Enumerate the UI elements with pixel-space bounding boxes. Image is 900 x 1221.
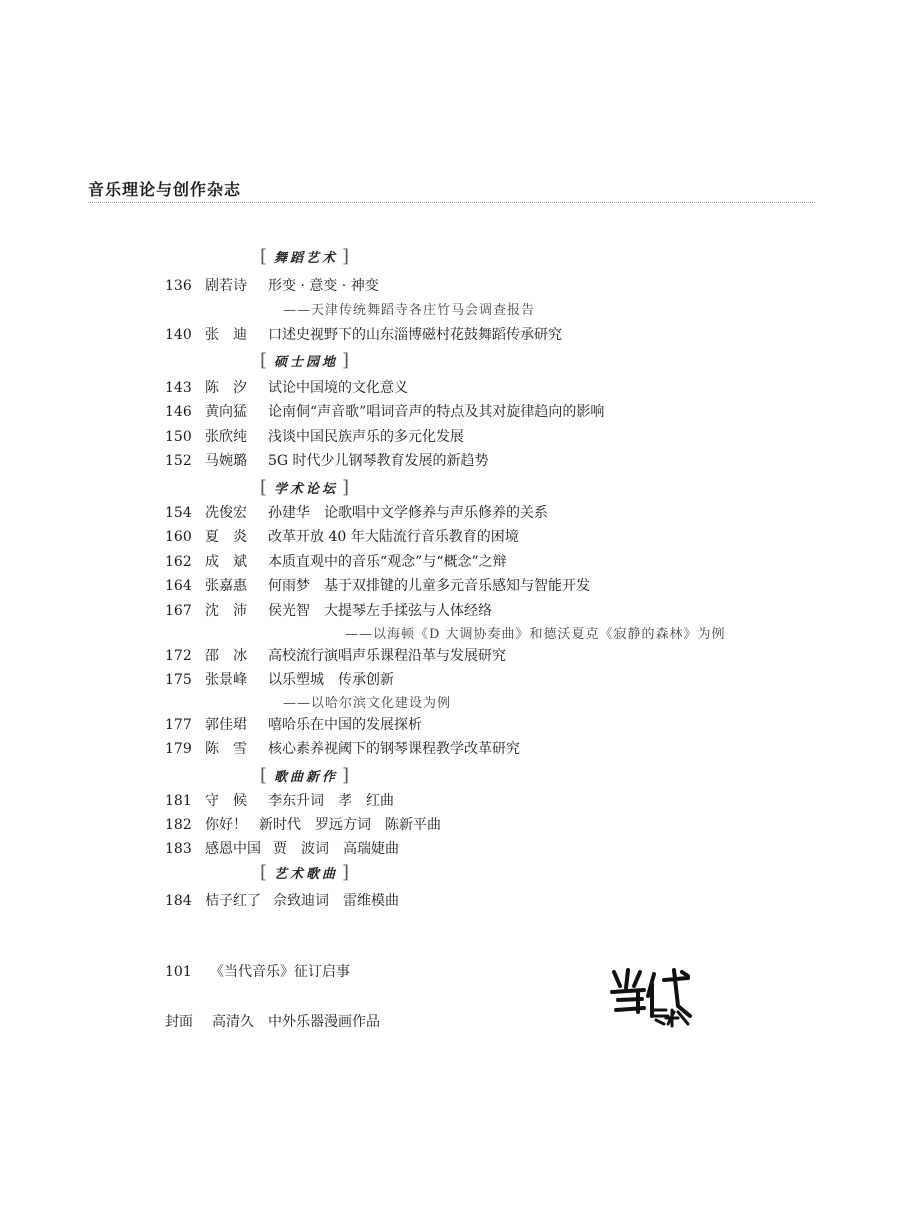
entry-title: 佘致迪词 雷维模曲 (273, 893, 399, 909)
entry-title: 高校流行演唱声乐课程沿革与发展研究 (268, 648, 506, 664)
entry-title: 改革开放 40 年大陆流行音乐教育的困境 (268, 529, 519, 545)
toc-entry[interactable] (0, 452, 900, 472)
toc-entry[interactable] (0, 428, 900, 448)
journal-logo (608, 966, 698, 1030)
entry-title: 论南侗“声音歌”唱词音声的特点及其对旋律趋向的影响 (268, 404, 605, 420)
entry-author: 张景峰 (205, 672, 247, 688)
entry-author: 陈 雪 (205, 741, 247, 757)
notice-title: 《当代音乐》征订启事 (210, 964, 350, 980)
section-heading (260, 477, 352, 498)
entry-author: 马婉璐 (205, 453, 247, 469)
entry-title: 口述史视野下的山东淄博磁村花鼓舞蹈传承研究 (268, 327, 562, 343)
page-number: 146 (165, 404, 192, 420)
entry-title: 5G 时代少儿钢琴教育发展的新趋势 (268, 453, 489, 469)
entry-author: 邵 冰 (205, 648, 247, 664)
entry-author: 沈 沛 (205, 603, 247, 619)
page-number: 179 (165, 741, 192, 757)
entry-title: 贾 波词 高瑞婕曲 (273, 841, 399, 857)
entry-title: 试论中国境的文化意义 (268, 380, 408, 396)
entry-author: 黄向猛 (205, 404, 247, 420)
entry-title: 孙建华 论歌唱中文学修养与声乐修养的关系 (268, 505, 548, 521)
entry-author: 冼俊宏 (205, 505, 247, 521)
bracket-right: ] (342, 862, 353, 883)
page-number: 181 (165, 793, 192, 809)
toc-entry[interactable] (0, 602, 900, 622)
page-number: 184 (165, 893, 192, 909)
page-number: 172 (165, 648, 192, 664)
entry-author: 张欣纯 (205, 429, 247, 445)
toc-entry[interactable] (0, 716, 900, 736)
entry-title: 何雨梦 基于双排键的儿童多元音乐感知与智能开发 (268, 578, 590, 594)
toc-entry[interactable] (0, 671, 900, 691)
toc-entry[interactable] (0, 326, 900, 346)
toc-entry[interactable] (0, 892, 900, 912)
entry-title: 侯光智 大提琴左手揉弦与人体经络 (268, 603, 492, 619)
toc-entry[interactable] (0, 504, 900, 524)
entry-author: 感恩中国 (205, 841, 261, 857)
bracket-right: ] (342, 765, 353, 786)
section-name: 硕士园地 (274, 355, 339, 370)
bracket-left: [ (260, 765, 271, 786)
toc-entry[interactable] (0, 403, 900, 423)
section-heading (260, 350, 352, 371)
section-name: 艺术歌曲 (274, 867, 339, 882)
page-number: 136 (165, 278, 192, 294)
bracket-left: [ (260, 246, 271, 267)
section-name: 舞蹈艺术 (274, 251, 339, 266)
page-number: 140 (165, 327, 192, 343)
section-name: 歌曲新作 (274, 770, 339, 785)
section-name: 学术论坛 (274, 482, 339, 497)
entry-title: 嘻哈乐在中国的发展探析 (268, 717, 422, 733)
entry-author: 张 迪 (205, 327, 247, 343)
entry-title: 浅谈中国民族声乐的多元化发展 (268, 429, 464, 445)
page-number: 150 (165, 429, 192, 445)
entry-author: 剧若诗 (205, 278, 247, 294)
entry-author: 桔子红了 (205, 893, 261, 909)
entry-title: 新时代 罗远方词 陈新平曲 (259, 817, 441, 833)
toc-entry[interactable] (0, 277, 900, 297)
toc-entry[interactable] (0, 840, 900, 860)
entry-subtitle: ——以海顿《D 大调协奏曲》和德沃夏克《寂静的森林》为例 (345, 627, 726, 642)
toc-entry[interactable] (0, 792, 900, 812)
section-heading (260, 862, 352, 883)
page-number: 167 (165, 603, 192, 619)
section-heading (260, 765, 352, 786)
toc-entry[interactable] (0, 553, 900, 573)
page-number: 160 (165, 529, 192, 545)
page-number: 182 (165, 817, 192, 833)
toc-entry[interactable] (0, 528, 900, 548)
toc-entry[interactable] (0, 647, 900, 667)
page-number: 175 (165, 672, 192, 688)
entry-author: 守 候 (205, 793, 247, 809)
page-number: 177 (165, 717, 192, 733)
bracket-right: ] (342, 477, 353, 498)
entry-subtitle: ——天津传统舞蹈寺各庄竹马会调查报告 (283, 303, 536, 318)
cover-label: 封面 (165, 1014, 193, 1030)
entry-title: 本质直观中的音乐“观念”与“概念”之辩 (268, 554, 507, 570)
page-number: 152 (165, 453, 192, 469)
bracket-left: [ (260, 477, 271, 498)
entry-author: 夏 炎 (205, 529, 247, 545)
entry-title: 以乐塑城 传承创新 (268, 672, 394, 688)
bracket-left: [ (260, 350, 271, 371)
entry-author: 张嘉惠 (205, 578, 247, 594)
entry-author: 陈 汐 (205, 380, 247, 396)
section-heading (260, 246, 352, 267)
bracket-right: ] (342, 350, 353, 371)
bracket-left: [ (260, 862, 271, 883)
entry-title: 李东升词 孝 红曲 (268, 793, 394, 809)
toc-entry[interactable] (0, 740, 900, 760)
journal-header-title: 音乐理论与创作杂志 (88, 180, 242, 199)
entry-title: 形变 · 意变 · 神变 (268, 278, 379, 294)
toc-entry[interactable] (0, 577, 900, 597)
toc-entry[interactable] (0, 816, 900, 836)
page-number: 101 (165, 964, 192, 980)
page-number: 183 (165, 841, 192, 857)
entry-subtitle: ——以哈尔滨文化建设为例 (283, 696, 452, 711)
entry-author: 成 斌 (205, 554, 247, 570)
entry-author: 郭佳珺 (205, 717, 247, 733)
entry-title: 核心素养视阈下的钢琴课程教学改革研究 (268, 741, 520, 757)
calligraphy-logo-icon (608, 966, 698, 1030)
cover-text: 高清久 中外乐器漫画作品 (212, 1014, 380, 1030)
entry-author: 你好！ (205, 817, 247, 833)
toc-entry[interactable] (0, 379, 900, 399)
page-number: 154 (165, 505, 192, 521)
page-number: 164 (165, 578, 192, 594)
bracket-right: ] (342, 246, 353, 267)
page-number: 162 (165, 554, 192, 570)
page-number: 143 (165, 380, 192, 396)
